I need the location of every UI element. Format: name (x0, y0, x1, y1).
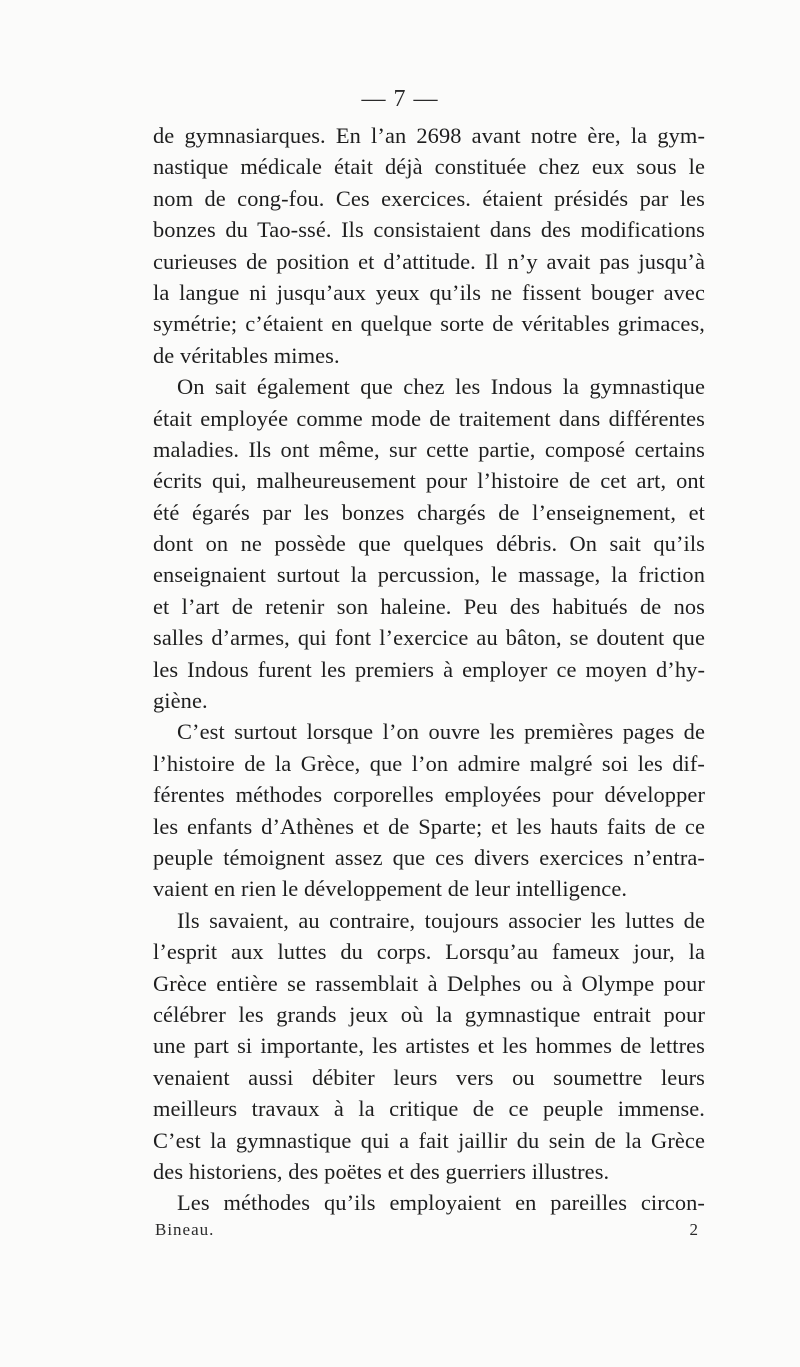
text-line: Les méthodes qu’ils employaient en pareilles circon- (177, 1190, 705, 1216)
text-line: de véritables mimes. (153, 342, 340, 368)
text-line: et l’art de retenir son haleine. Peu des habitués de nos (153, 593, 705, 619)
text-line: curieuses de position et d’attitude. Il n’y avait pas jusqu’à (153, 248, 705, 274)
gathering-signature: 2 (689, 1220, 699, 1239)
text-line: nom de cong-fou. Ces exercices. étaient présidés par les (153, 185, 705, 211)
text-line: dont on ne possède que quelques débris. On sait qu’ils (153, 531, 705, 557)
text-line: des historiens, des poëtes et des guerriers illustres. (153, 1158, 610, 1184)
text-line: la langue ni jusqu’aux yeux qu’ils ne fissent bouger avec (153, 279, 705, 305)
text-line: C’est surtout lorsque l’on ouvre les premières pages de (177, 719, 705, 745)
text-line: de gymnasiarques. En l’an 2698 avant notre ère, la gym- (153, 123, 705, 148)
text-line: les Indous furent les premiers à employer ce moyen d’hy- (153, 656, 705, 682)
text-line: les enfants d’Athènes et de Sparte; et les hauts faits de ce (153, 813, 705, 839)
text-line: l’esprit aux luttes du corps. Lorsqu’au fameux jour, la (153, 939, 705, 965)
printer-signature: Bineau. (155, 1220, 215, 1239)
text-line: Ils savaient, au contraire, toujours associer les luttes de (177, 907, 705, 933)
text-line: été égarés par les bonzes chargés de l’enseignement, et (153, 499, 705, 525)
text-line: peuple témoignent assez que ces divers exercices n’entra- (153, 844, 705, 870)
text-line: Grèce entière se rassemblait à Delphes ou à Olympe pour (153, 970, 705, 996)
text-line: symétrie; c’étaient en quelque sorte de véritables grimaces, (153, 311, 705, 337)
text-line: bonzes du Tao-ssé. Ils consistaient dans des modifications (153, 217, 705, 243)
text-line: salles d’armes, qui font l’exercice au bâton, se doutent que (153, 625, 705, 651)
text-line: giène. (153, 688, 208, 714)
text-line: célébrer les grands jeux où la gymnastique entrait pour (153, 1001, 705, 1027)
body-text (153, 120, 705, 1219)
text-line: C’est la gymnastique qui a fait jaillir du sein de la Grèce (153, 1127, 705, 1153)
text-line: meilleurs travaux à la critique de ce peuple immense. (153, 1096, 705, 1122)
text-line: une part si importante, les artistes et les hommes de lettres (153, 1033, 705, 1059)
text-line: férentes méthodes corporelles employées pour développer (153, 782, 705, 808)
text-line: enseignaient surtout la percussion, le massage, la friction (153, 562, 705, 588)
text-line: écrits qui, malheureusement pour l’histoire de cet art, ont (153, 468, 705, 494)
text-line: était employée comme mode de traitement dans différentes (153, 405, 705, 431)
text-line: venaient aussi débiter leurs vers ou soumettre leurs (153, 1064, 705, 1090)
text-line: maladies. Ils ont même, sur cette partie, composé certains (153, 436, 705, 462)
text-line: nastique médicale était déjà constituée chez eux sous le (153, 154, 705, 180)
text-line: On sait également que chez les Indous la gymnastique (177, 374, 705, 400)
page-number: — 7 — (361, 86, 439, 112)
text-line: l’histoire de la Grèce, que l’on admire malgré soi les dif- (153, 750, 705, 776)
text-line: vaient en rien le développement de leur intelligence. (153, 876, 628, 902)
